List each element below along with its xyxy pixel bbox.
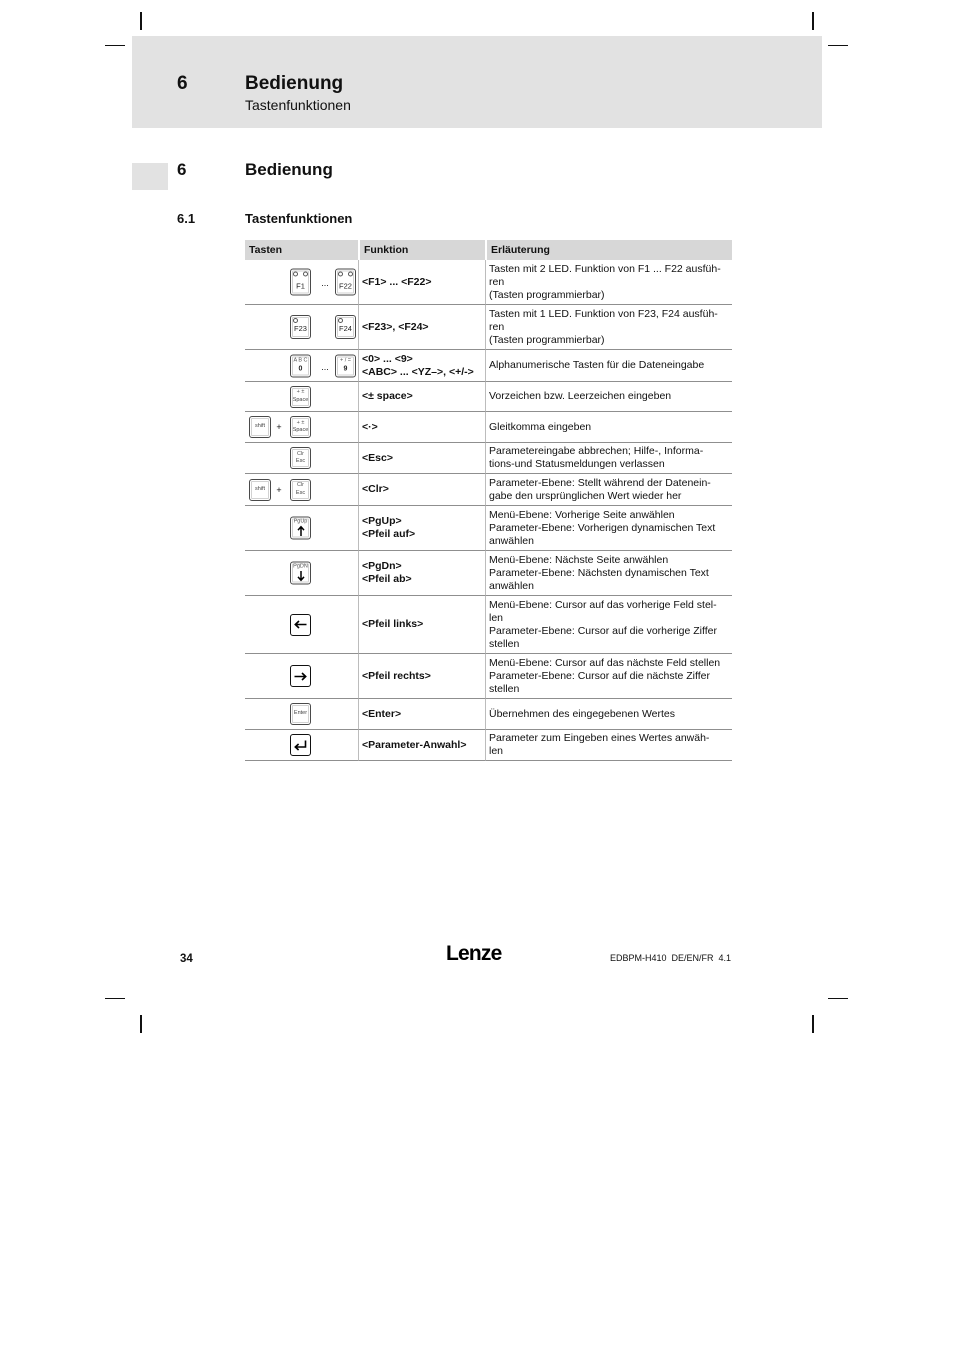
keys-cell	[245, 260, 359, 305]
key-label: Enter	[293, 710, 308, 717]
led-indicator	[338, 272, 343, 277]
key-f23	[290, 315, 311, 339]
key-arrow-right	[290, 665, 311, 687]
explanation-cell	[486, 654, 732, 699]
key-clr-esc	[290, 479, 311, 501]
function-text: <Esc>	[362, 451, 393, 464]
led-indicator	[303, 272, 308, 277]
table-row	[245, 260, 732, 305]
table-row	[245, 730, 732, 761]
led-row	[291, 270, 310, 277]
column-header-explanation: Erläuterung	[487, 240, 732, 260]
keys-cell	[245, 350, 359, 382]
key-label: Space	[292, 396, 309, 403]
explanation-line: Parameter-Ebene: Stellt während der Datenein-	[489, 476, 711, 489]
function-text: <± space>	[362, 390, 413, 402]
explanation-line: (Tasten programmierbar)	[489, 333, 605, 346]
explanation-line: Tasten mit 1 LED. Funktion von F23, F24 ausfüh-	[489, 307, 718, 320]
keys-cell	[245, 730, 359, 761]
keys-cell	[245, 305, 359, 350]
keys-cell	[245, 506, 359, 551]
function-text: <Pfeil ab>	[362, 573, 412, 585]
led-indicator	[348, 272, 353, 277]
function-cell	[359, 305, 486, 350]
explanation-line: Parametereingabe abbrechen; Hilfe-, Informa-	[489, 445, 704, 457]
crop-mark	[140, 1015, 142, 1033]
key-top-legend: Clr	[296, 482, 305, 488]
explanation-line: Menü-Ebene: Vorherige Seite anwählen	[489, 508, 675, 521]
table-row	[245, 443, 732, 474]
key-top-legend: + ±	[296, 389, 305, 395]
key-space	[290, 416, 311, 438]
subsection-title: Tastenfunktionen	[245, 211, 353, 226]
function-cell	[359, 443, 486, 474]
key-label: 0	[298, 365, 303, 373]
key-top-legend: PgDN	[293, 563, 308, 570]
function-text: <Pfeil auf>	[362, 528, 416, 540]
table-row	[245, 551, 732, 596]
keys-cell	[245, 654, 359, 699]
function-text: <0> ... <9>	[362, 352, 413, 365]
explanation-line: anwählen	[489, 579, 534, 592]
function-cell	[359, 596, 486, 654]
explanation-line: Menü-Ebene: Nächste Seite anwählen	[489, 553, 669, 566]
key-f1	[290, 269, 311, 296]
explanation-cell	[486, 260, 732, 305]
explanation-line: Menü-Ebene: Cursor auf das nächste Feld stellen	[489, 656, 721, 669]
key-function-table	[245, 240, 732, 761]
crop-mark	[812, 12, 814, 30]
explanation-line: Übernehmen des eingegebenen Wertes	[489, 707, 676, 720]
table-row	[245, 654, 732, 699]
keys-cell	[245, 443, 359, 474]
led-indicator	[293, 272, 298, 277]
arrow-right-icon	[294, 672, 307, 681]
explanation-line: Menü-Ebene: Cursor auf das vorherige Feld stel-	[489, 598, 717, 611]
key-arrow-left	[290, 614, 311, 636]
keys-cell	[245, 412, 359, 443]
table-row	[245, 305, 732, 350]
table-row	[245, 382, 732, 412]
table-row	[245, 506, 732, 551]
function-text: <Enter>	[362, 707, 402, 720]
function-cell	[359, 654, 486, 699]
crop-mark	[140, 12, 142, 30]
key-label: F23	[294, 324, 307, 333]
led-row	[291, 316, 310, 323]
function-text: <Pfeil rechts>	[362, 669, 431, 682]
table-row	[245, 350, 732, 382]
led-row	[336, 270, 355, 277]
explanation-line: gabe den ursprünglichen Wert wieder her	[489, 489, 682, 502]
function-text: <PgDn>	[362, 560, 402, 572]
led-indicator	[293, 318, 298, 323]
chapter-number: 6	[177, 73, 188, 94]
key-return	[290, 734, 311, 756]
function-cell	[359, 260, 486, 305]
explanation-line: Alphanumerische Tasten für die Dateneingabe	[489, 359, 705, 371]
chapter-subtitle: Tastenfunktionen	[245, 97, 351, 113]
explanation-cell	[486, 551, 732, 596]
keys-cell	[245, 596, 359, 654]
explanation-cell	[486, 596, 732, 654]
function-text: <ABC> ... <YZ–>, <+/->	[362, 365, 474, 378]
explanation-line: tions-und Statusmeldungen verlassen	[489, 458, 665, 470]
explanation-line: len	[489, 745, 504, 757]
key-label: F24	[339, 324, 352, 333]
arrow-down-icon	[297, 571, 305, 582]
function-text: <Clr>	[362, 483, 389, 495]
key-f24	[335, 315, 356, 339]
explanation-cell	[486, 699, 732, 730]
chapter-header-band	[132, 36, 822, 128]
function-text: <F23>, <F24>	[362, 320, 429, 333]
key-0	[290, 354, 311, 377]
explanation-cell	[486, 474, 732, 506]
arrow-left-icon	[294, 620, 307, 629]
crop-mark	[105, 45, 125, 46]
section-title: Bedienung	[245, 160, 333, 179]
explanation-cell	[486, 443, 732, 474]
explanation-line: Parameter zum Eingeben eines Wertes anwäh-	[489, 732, 710, 744]
explanation-line: Gleitkomma eingeben	[489, 420, 592, 433]
subsection-number: 6.1	[177, 211, 196, 226]
key-top-legend: PgUp	[293, 518, 308, 525]
explanation-cell	[486, 350, 732, 382]
chapter-title: Bedienung	[245, 73, 344, 94]
page-number: 34	[180, 953, 193, 965]
key-shift	[249, 479, 271, 501]
key-enter	[290, 703, 311, 725]
key-label: 9	[343, 365, 348, 373]
function-text: <F1> ... <F22>	[362, 275, 432, 288]
column-header-keys: Tasten	[245, 240, 358, 260]
function-text: <Pfeil links>	[362, 618, 424, 630]
explanation-cell	[486, 506, 732, 551]
crop-mark	[828, 998, 848, 999]
table-row	[245, 699, 732, 730]
return-arrow-icon	[294, 740, 307, 751]
keys-cell	[245, 382, 359, 412]
explanation-line: ren	[489, 275, 505, 288]
explanation-cell	[486, 730, 732, 761]
crop-mark	[828, 45, 848, 46]
table-row	[245, 596, 732, 654]
explanation-line: stellen	[489, 637, 520, 650]
explanation-line: Parameter-Ebene: Nächsten dynamischen Text	[489, 566, 709, 579]
function-text: <PgUp>	[362, 515, 402, 527]
led-indicator	[338, 318, 343, 323]
function-cell	[359, 506, 486, 551]
explanation-line: Tasten mit 2 LED. Funktion von F1 ... F22 ausfüh-	[489, 262, 721, 275]
document-id: EDBPM-H410 DE/EN/FR 4.1	[609, 953, 731, 963]
function-cell	[359, 551, 486, 596]
key-label: shift	[254, 485, 266, 492]
function-cell	[359, 350, 486, 382]
explanation-line: stellen	[489, 682, 520, 695]
explanation-line: len	[489, 611, 504, 624]
key-range-ellipsis: ...	[321, 361, 329, 372]
key-9	[335, 354, 356, 377]
key-top-legend: + / =	[339, 357, 351, 364]
key-pgdn	[290, 562, 311, 585]
explanation-line: anwählen	[489, 534, 534, 547]
table-row	[245, 474, 732, 506]
explanation-cell	[486, 305, 732, 350]
function-cell	[359, 699, 486, 730]
function-text: <·>	[362, 420, 378, 433]
key-label: Esc	[295, 458, 306, 464]
explanation-line: ren	[489, 320, 505, 333]
function-text: <Parameter-Anwahl>	[362, 738, 467, 751]
section-marker	[132, 163, 168, 190]
explanation-line: Vorzeichen bzw. Leerzeichen eingeben	[489, 390, 672, 402]
explanation-line: Parameter-Ebene: Cursor auf die nächste Ziffer	[489, 669, 710, 682]
section-number: 6	[177, 160, 187, 179]
arrow-up-icon	[297, 526, 305, 537]
key-label: F1	[296, 281, 305, 291]
crop-mark	[105, 998, 125, 999]
key-top-legend: A B C	[293, 357, 308, 364]
keys-cell	[245, 699, 359, 730]
keys-cell	[245, 474, 359, 506]
key-top-legend: Clr	[296, 450, 305, 457]
key-clr-esc	[290, 447, 311, 469]
led-row	[336, 316, 355, 323]
explanation-line: Parameter-Ebene: Cursor auf die vorherige Ziffer	[489, 624, 717, 637]
table-header	[245, 240, 732, 260]
function-cell	[359, 412, 486, 443]
explanation-cell	[486, 412, 732, 443]
key-pgup	[290, 517, 311, 540]
key-label: F22	[339, 281, 352, 291]
function-cell	[359, 730, 486, 761]
explanation-cell	[486, 382, 732, 412]
key-shift	[249, 416, 271, 438]
lenze-logo: Lenze	[446, 942, 502, 965]
key-label: shift	[254, 423, 266, 430]
key-range-ellipsis: ...	[321, 278, 329, 288]
function-cell	[359, 474, 486, 506]
explanation-line: (Tasten programmierbar)	[489, 288, 605, 301]
key-combination-plus: +	[276, 484, 282, 495]
function-cell	[359, 382, 486, 412]
key-f22	[335, 269, 356, 296]
key-label: Space	[292, 427, 309, 433]
explanation-line: Parameter-Ebene: Vorherigen dynamischen Text	[489, 521, 716, 534]
table-row	[245, 412, 732, 443]
key-top-legend: + ±	[296, 419, 305, 426]
column-header-function: Funktion	[360, 240, 485, 260]
key-combination-plus: +	[276, 422, 282, 432]
key-space	[290, 386, 311, 408]
crop-mark	[812, 1015, 814, 1033]
keys-cell	[245, 551, 359, 596]
key-label: Esc	[295, 489, 306, 496]
